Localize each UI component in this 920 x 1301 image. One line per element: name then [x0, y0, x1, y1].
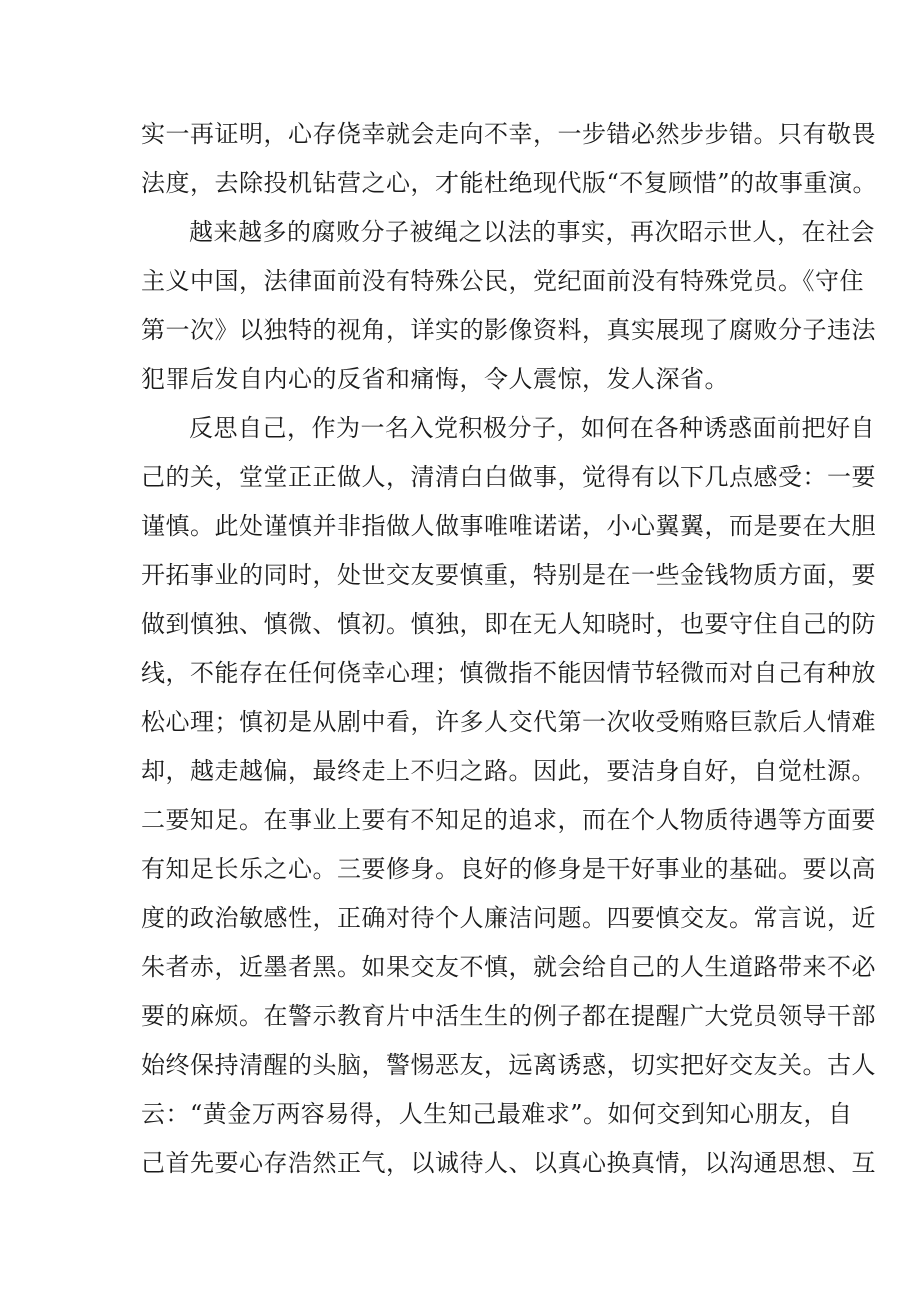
text-line: 却，越走越偏，最终走上不归之路。因此，要洁身自好，自觉杜源。 [141, 757, 876, 785]
text-line: 主义中国，法律面前没有特殊公民，党纪面前没有特殊党员。《守住 [141, 267, 864, 295]
text-line: 二要知足。在事业上要有不知足的追求，而在个人物质待遇等方面要 [141, 806, 876, 834]
text-line: 己的关，堂堂正正做人，清清白白做事，觉得有以下几点感受：一要 [141, 463, 876, 491]
text-line: 法度，去除投机钻营之心，才能杜绝现代版“不复顾惜”的故事重演。 [141, 169, 878, 197]
text-line: 反思自己，作为一名入党积极分子，如何在各种诱惑面前把好自 [189, 414, 875, 442]
text-line: 谨慎。此处谨慎并非指做人做事唯唯诺诺，小心翼翼，而是要在大胆 [141, 512, 876, 540]
text-line: 实一再证明，心存侥幸就会走向不幸，一步错必然步步错。只有敬畏 [141, 120, 876, 148]
text-line: 松心理；慎初是从剧中看，许多人交代第一次收受贿赂巨款后人情难 [141, 708, 876, 736]
text-line: 做到慎独、慎微、慎初。慎独，即在无人知晓时，也要守住自己的防 [141, 610, 876, 638]
body-text [141, 110, 878, 1188]
text-line: 第一次》以独特的视角，详实的影像资料，真实展现了腐败分子违法 [141, 316, 876, 344]
text-line: 始终保持清醒的头脑，警惕恶友，远离诱惑，切实把好交友关。古人 [141, 1051, 876, 1079]
text-line: 己首先要心存浩然正气，以诚待人、以真心换真情，以沟通思想、互 [141, 1149, 876, 1177]
text-line: 有知足长乐之心。三要修身。良好的修身是干好事业的基础。要以高 [141, 855, 876, 883]
text-line: 犯罪后发自内心的反省和痛悔，令人震惊，发人深省。 [141, 365, 729, 393]
text-line: 要的麻烦。在警示教育片中活生生的例子都在提醒广大党员领导干部 [141, 1002, 876, 1030]
text-line: 越来越多的腐败分子被绳之以法的事实，再次昭示世人，在社会 [189, 218, 875, 246]
text-line: 云：“黄金万两容易得，人生知己最难求”。如何交到知心朋友，自 [141, 1100, 853, 1128]
text-line: 线，不能存在任何侥幸心理；慎微指不能因情节轻微而对自己有种放 [141, 659, 876, 687]
text-line: 开拓事业的同时，处世交友要慎重，特别是在一些金钱物质方面，要 [141, 561, 876, 589]
text-line: 朱者赤，近墨者黑。如果交友不慎，就会给自己的人生道路带来不必 [141, 953, 876, 981]
text-line: 度的政治敏感性，正确对待个人廉洁问题。四要慎交友。常言说，近 [141, 904, 876, 932]
